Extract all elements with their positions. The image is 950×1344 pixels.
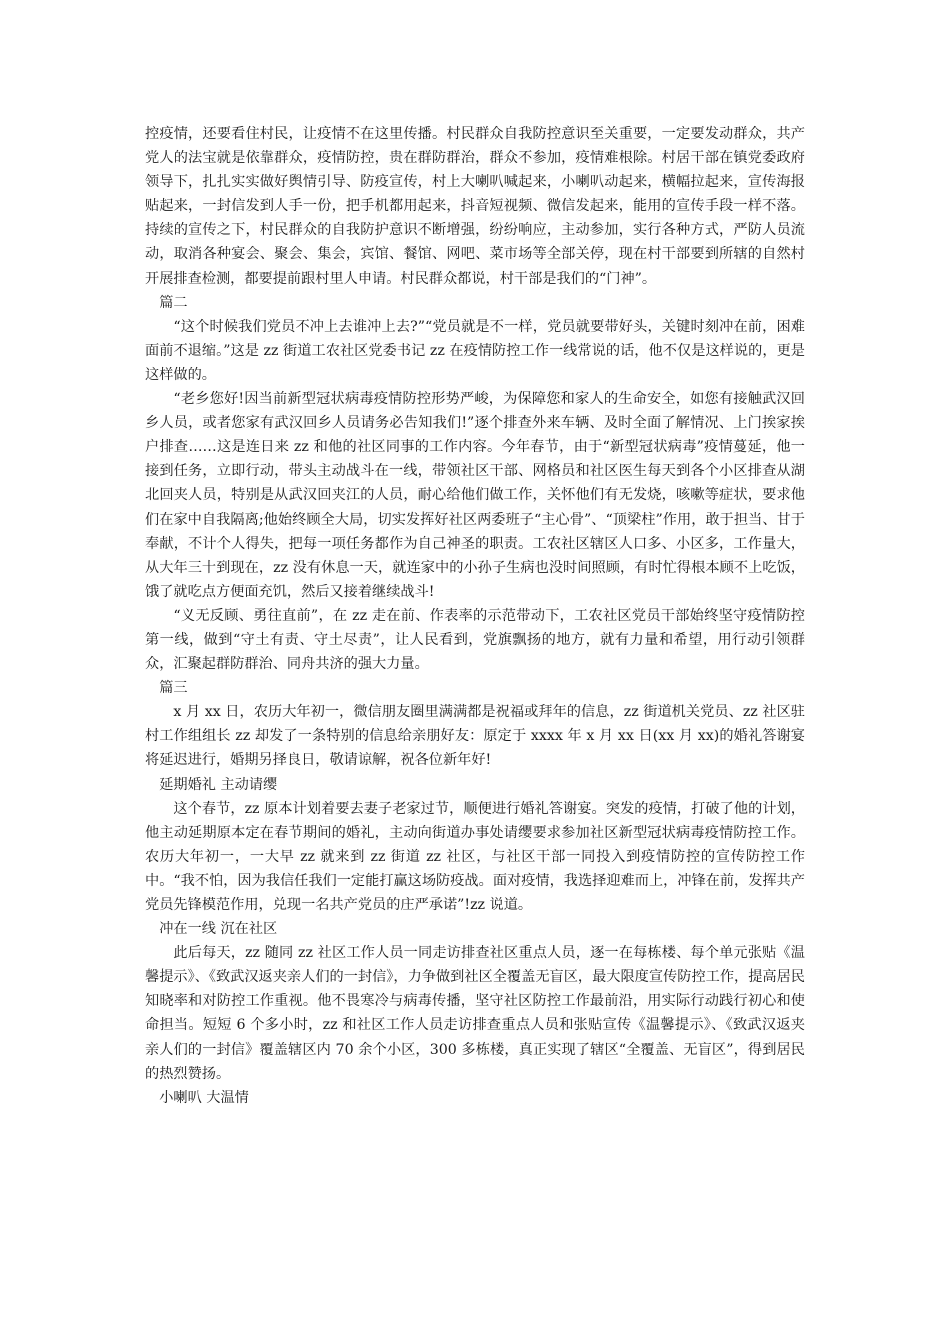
subheading-front-line: 冲在一线 沉在社区	[159, 921, 278, 938]
section-heading-3: 篇三	[159, 680, 188, 697]
document-body	[145, 122, 805, 1110]
paragraph-5: x 月 xx 日，农历大年初一，微信朋友圈里满满都是祝福或拜年的信息，zz 街道机关党员、zz 社区驻村工作组组长 zz 却发了一条特别的信息给亲朋好友：原定于 xxxx 年 x 月 xx 日(xx 月 xx)的婚礼答谢宴将延迟进行，婚期另择良日，敬请谅解，祝各位新年好!	[145, 704, 805, 769]
subheading-postponed-wedding: 延期婚礼 主动请缨	[159, 776, 278, 793]
paragraph-7: 此后每天，zz 随同 zz 社区工作人员一同走访排查社区重点人员，逐一在每栋楼、每个单元张贴《温馨提示》、《致武汉返夹亲人们的一封信》，力争做到社区全覆盖无盲区，最大限度宣传防控工作，提高居民知晓率和对防控工作重视。他不畏寒冷与病毒传播，坚守社区防控工作最前沿，用实际行动践行初心和使命担当。短短 6 个多小时，zz 和社区工作人员走访排查重点人员和张贴宣传《温馨提示》、《致武汉返夹亲人们的一封信》覆盖辖区内 70 余个小区，300 多栋楼，真正实现了辖区“全覆盖、无盲区”，得到居民的热烈赞扬。	[145, 945, 805, 1082]
section-heading-2: 篇二	[159, 294, 188, 311]
subheading-small-speaker: 小喇叭 大温情	[159, 1089, 249, 1106]
paragraph-3: “老乡您好!因当前新型冠状病毒疫情防控形势严峻，为保障您和家人的生命安全，如您有接触武汉回乡人员，或者您家有武汉回乡人员请务必告知我们!”逐个排查外来车辆、及时全面了解情况、上门挨家挨户排查……这是连日来 zz 和他的社区同事的工作内容。今年春节，由于“新型冠状病毒”疫情蔓延，他一接到任务，立即行动，带头主动战斗在一线，带领社区干部、网格员和社区医生每天到各个小区排查从湖北回夹人员，特别是从武汉回夹江的人员，耐心给他们做工作，关怀他们有无发烧，咳嗽等症状，要求他们在家中自我隔离;他始终顾全大局，切实发挥好社区两委班子“主心骨”、“顶梁柱”作用，敢于担当、甘于奉献，不计个人得失，把每一项任务都作为自己神圣的职责。工农社区辖区人口多、小区多，工作量大，从大年三十到现在，zz 没有休息一天，就连家中的小孙子生病也没时间照顾，有时忙得根本顾不上吃饭，饿了就吃点方便面充饥，然后又接着继续战斗!	[145, 391, 805, 600]
paragraph-6: 这个春节，zz 原本计划着要去妻子老家过节，顺便进行婚礼答谢宴。突发的疫情，打破了他的计划，他主动延期原本定在春节期间的婚礼，主动向街道办事处请缨要求参加社区新型冠状病毒疫情防控工作。农历大年初一，一大早 zz 就来到 zz 街道 zz 社区，与社区干部一同投入到疫情防控的宣传防控工作中。“我不怕，因为我信任我们一定能打赢这场防疫战。面对疫情，我选择迎难而上，冲锋在前，发挥共产党员先锋模范作用，兑现一名共产党员的庄严承诺”!zz 说道。	[145, 800, 805, 913]
paragraph-4: “义无反顾、勇往直前”，在 zz 走在前、作表率的示范带动下，工农社区党员干部始终坚守疫情防控第一线，做到“守土有责、守土尽责”，让人民看到，党旗飘扬的地方，就有力量和希望，用行动引领群众，汇聚起群防群治、同舟共济的强大力量。	[145, 607, 805, 673]
paragraph-1: 控疫情，还要看住村民，让疫情不在这里传播。村民群众自我防控意识至关重要，一定要发动群众，共产党人的法宝就是依靠群众，疫情防控，贵在群防群治，群众不参加，疫情难根除。村居干部在镇党委政府领导下，扎扎实实做好舆情引导、防疫宣传，村上大喇叭喊起来，小喇叭动起来，横幅拉起来，宣传海报贴起来，一封信发到人手一份，把手机都用起来，抖音短视频、微信发起来，能用的宣传手段一样不落。持续的宣传之下，村民群众的自我防护意识不断增强，纷纷响应，主动参加，实行各种方式，严防人员流动，取消各种宴会、聚会、集会，宾馆、餐馆、网吧、菜市场等全部关停，现在村干部要到所辖的自然村开展排查检测，都要提前跟村里人申请。村民群众都说，村干部是我们的“门神”。	[145, 126, 805, 287]
paragraph-2: “这个时候我们党员不冲上去谁冲上去?”“党员就是不一样，党员就要带好头，关键时刻冲在前，困难面前不退缩。”这是 zz 街道工农社区党委书记 zz 在疫情防控工作一线常说的话，他不仅是这样说的，更是这样做的。	[145, 318, 805, 383]
